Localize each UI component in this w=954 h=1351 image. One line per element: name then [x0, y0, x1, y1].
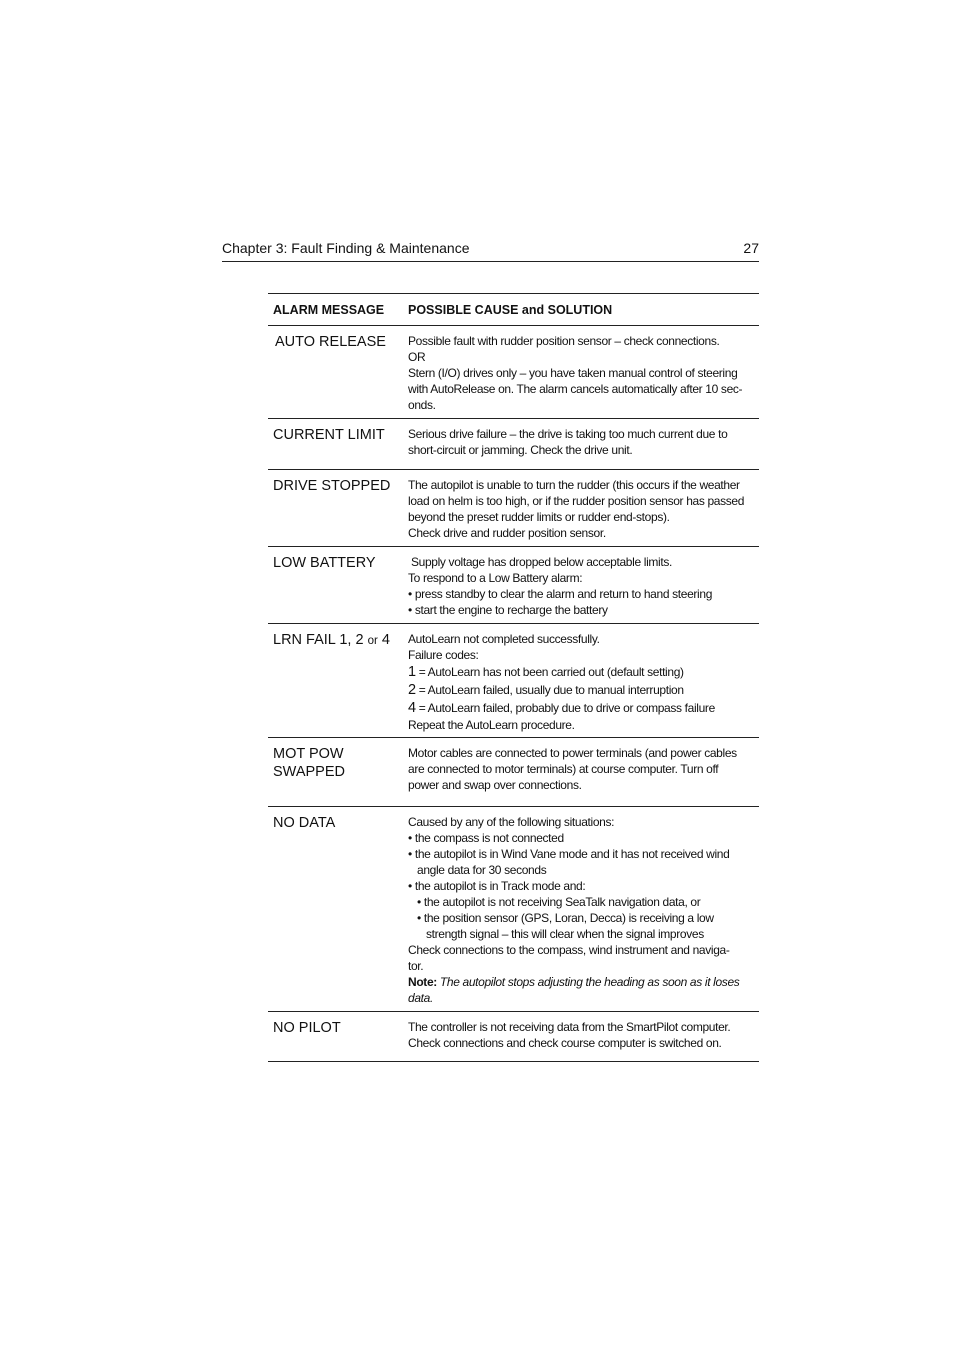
alarm-description: Motor cables are connected to power terminals (and power cables are connected to motor terminals) at course computer. Turn off power and swap over connections.	[408, 746, 737, 792]
page-number: 27	[743, 240, 759, 256]
alarm-name: DRIVE STOPPED	[273, 478, 391, 494]
page-header	[222, 239, 759, 262]
alarm-table	[268, 293, 759, 1062]
alarm-description: AutoLearn not completed successfully. Failure codes: 1 = AutoLearn has not been carried out (default setting) 2 = AutoLearn failed, usually due to manual interruption 4 = AutoLearn failed, probably due to drive or compass failure Repeat the AutoLearn procedure.	[408, 632, 715, 732]
alarm-name: MOT POW SWAPPED	[273, 746, 345, 780]
table-header	[268, 294, 759, 326]
table-row	[268, 470, 759, 547]
table-row	[268, 624, 759, 738]
alarm-description: Serious drive failure – the drive is taking too much current due to short-circuit or jamming. Check the drive unit.	[408, 427, 728, 457]
table-row	[268, 1012, 759, 1062]
chapter-title: Chapter 3: Fault Finding & Maintenance	[222, 240, 470, 256]
alarm-name: NO DATA	[273, 815, 336, 831]
alarm-name: LRN FAIL 1, 2 or 4	[273, 632, 390, 648]
alarm-name: CURRENT LIMIT	[273, 427, 385, 443]
alarm-name: AUTO RELEASE	[275, 334, 386, 350]
col-header-alarm: ALARM MESSAGE	[273, 302, 385, 317]
alarm-description: Possible fault with rudder position sensor – check connections. OR Stern (I/O) drives only – you have taken manual control of steering with AutoRelease on. The alarm cancels automatically after 10 sec- onds.	[408, 334, 743, 412]
table-row	[268, 738, 759, 807]
table-row	[268, 419, 759, 470]
table-row	[268, 547, 759, 624]
alarm-description: Caused by any of the following situations: • the compass is not connected • the autopilot is in Wind Vane mode and it has not received wind angle data for 30 seconds • the autopilot is in Track mode and: • the autopilot is not receiving SeaTalk navigation data, or • the position sensor (GPS, Loran, Decca) is receiving a low strength signal – this will clear when the signal improves Check connections to the compass, wind instrument and naviga- tor. Note: The autopilot stops adjusting the heading as soon as it loses data.	[408, 807, 759, 1011]
table-row	[268, 807, 759, 1012]
alarm-name: LOW BATTERY	[273, 555, 376, 571]
note: Note: The autopilot stops adjusting the heading as soon as it loses	[408, 975, 740, 989]
alarm-description: The controller is not receiving data from the SmartPilot computer. Check connections and check course computer is switched on.	[408, 1020, 731, 1050]
alarm-description: Supply voltage has dropped below acceptable limits. To respond to a Low Battery alarm: • press standby to clear the alarm and return to hand steering • start the engine to recharge the battery	[408, 555, 713, 617]
alarm-description: The autopilot is unable to turn the rudder (this occurs if the weather load on helm is too high, or if the rudder position sensor has passed beyond the preset rudder limits or rudder end-stops). Check drive and rudder position sensor.	[408, 478, 745, 540]
col-header-cause: POSSIBLE CAUSE and SOLUTION	[408, 302, 613, 317]
table-row	[268, 326, 759, 419]
alarm-name: NO PILOT	[273, 1020, 341, 1036]
